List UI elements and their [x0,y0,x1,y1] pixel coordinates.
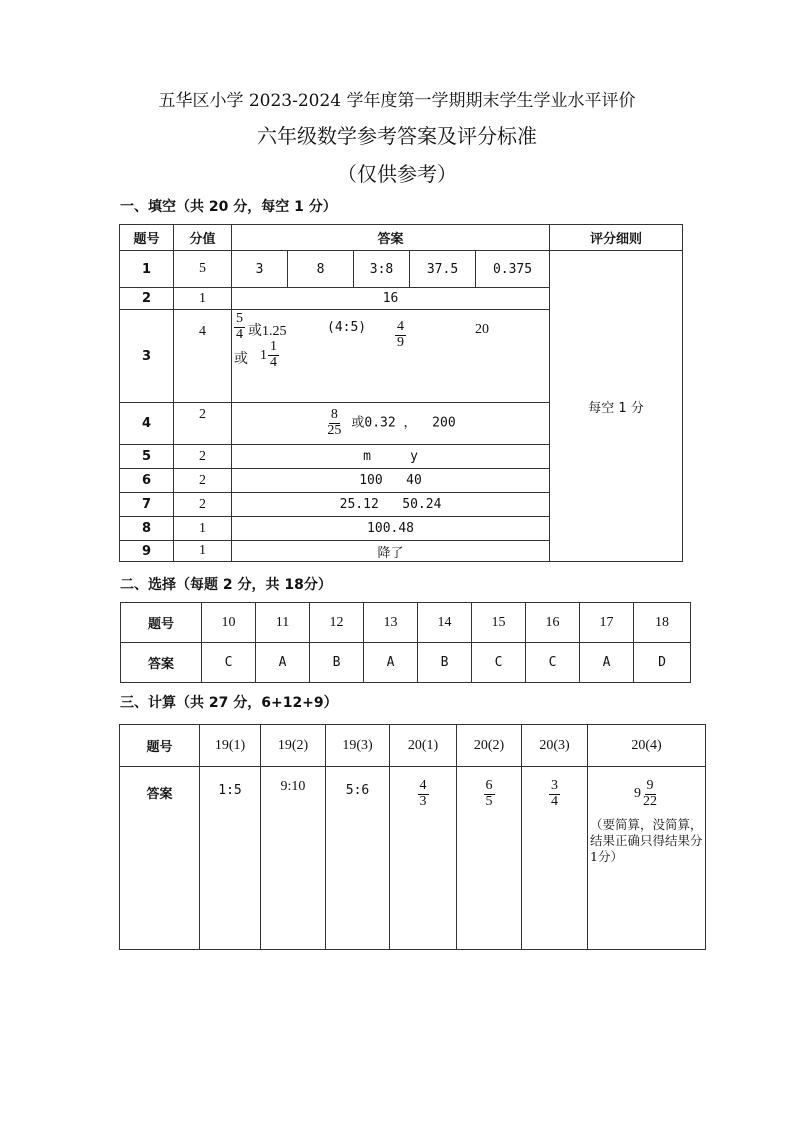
doc-title-line1: 五华区小学 2023-2024 学年度第一学期期末学生学业水平评价 [158,91,636,111]
section1-title: 一、填空（共 20 分，每空 1 分） [120,199,337,215]
answer-cell: C [472,643,526,683]
scoring-note: （要简算，没简算，结果正确只得结果分1分） [590,817,703,865]
question-number: 20(4) [588,725,706,767]
question-number: 14 [418,603,472,643]
denominator: 25 [327,423,342,438]
question-number: 11 [256,603,310,643]
answer-cell [457,767,522,950]
score-value: 1 [174,288,232,310]
question-number: 16 [526,603,580,643]
question-number: 6 [120,469,174,493]
question-number: 19(3) [326,725,390,767]
table-row [121,603,691,643]
numerator: 3 [551,778,558,793]
denominator: 5 [485,793,493,809]
row-label-answer: 答案 [121,643,202,683]
fraction [641,779,659,809]
question-number: 13 [364,603,418,643]
answer-cell: A [256,643,310,683]
score-value: 2 [174,445,232,469]
answer-cell: 3 [232,251,288,288]
fraction [418,779,429,809]
numerator: 4 [419,778,427,793]
score-value: 4 [174,310,232,403]
question-number: 19(2) [261,725,326,767]
score-value: 2 [174,469,232,493]
doc-title-line2: 六年级数学参考答案及评分标准 [257,124,537,148]
answer-text: 20 [475,322,489,337]
answer-cell: 100.48 [232,517,550,541]
fraction [268,340,279,370]
choice-table [120,602,691,683]
denominator: 22 [643,793,657,809]
denominator: 3 [419,793,427,809]
question-number: 10 [202,603,256,643]
denominator: 9 [397,334,404,350]
answer-cell [588,767,706,950]
table-header-row [120,225,683,251]
answer-cell: A [364,643,418,683]
fraction [325,408,343,438]
fill-in-table [119,224,683,562]
question-number: 5 [120,445,174,469]
answer-cell: 降了 [232,541,550,562]
score-value: 5 [174,251,232,288]
fraction [549,779,560,809]
answer-cell: 3:8 [354,251,410,288]
numerator: 9 [646,778,654,793]
answer-cell [390,767,457,950]
answer-cell: 1:5 [200,767,261,950]
table-row [121,643,691,683]
question-number: 8 [120,517,174,541]
numerator: 1 [270,339,277,354]
answer-cell: C [202,643,256,683]
answer-cell: C [526,643,580,683]
answer-text: 或0.32 ， 200 [351,416,456,431]
answer-text: 或1.25 [248,324,287,339]
numerator: 5 [236,311,243,326]
question-number: 9 [120,541,174,562]
answer-cell: 8 [288,251,354,288]
answer-cell: m y [232,445,550,469]
numerator: 8 [330,407,338,423]
fraction [484,779,495,809]
answer-text: 或 [234,352,248,367]
answer-text: (4:5) [327,320,367,335]
question-number: 1 [120,251,174,288]
numerator: 6 [485,778,493,793]
denominator: 4 [236,326,243,342]
numerator: 4 [397,319,404,334]
doc-title-line3: （仅供参考） [337,162,457,186]
col-header-answer: 答案 [232,225,550,251]
mixed-whole: 1 [260,348,267,363]
question-number: 18 [634,603,691,643]
col-header-no: 题号 [120,225,174,251]
answer-cell [232,310,550,403]
table-row [120,251,683,288]
table-row [120,767,706,950]
mixed-whole: 9 [634,786,641,802]
question-number: 12 [310,603,364,643]
answer-cell [522,767,588,950]
fraction [395,320,406,350]
col-header-score: 分值 [174,225,232,251]
answer-cell: B [310,643,364,683]
section3-title: 三、计算（共 27 分，6+12+9） [120,695,338,711]
question-number: 20(2) [457,725,522,767]
score-value: 1 [174,541,232,562]
question-number: 17 [580,603,634,643]
question-number: 20(3) [522,725,588,767]
question-number: 20(1) [390,725,457,767]
question-number: 4 [120,403,174,445]
answer-cell: 0.375 [476,251,550,288]
answer-cell: B [418,643,472,683]
answer-cell: 37.5 [410,251,476,288]
answer-cell: D [634,643,691,683]
question-number: 19(1) [200,725,261,767]
row-label-answer: 答案 [120,767,200,950]
answer-cell: 5:6 [326,767,390,950]
col-header-rule: 评分细则 [550,225,683,251]
fraction [234,312,245,342]
section2-title: 二、选择（每题 2 分，共 18分） [120,577,332,593]
calculation-table [119,724,706,950]
table-row [120,725,706,767]
question-number: 2 [120,288,174,310]
question-number: 7 [120,493,174,517]
score-value: 2 [174,403,232,445]
row-label-no: 题号 [120,725,200,767]
answer-cell: 16 [232,288,550,310]
scoring-rule: 每空 1 分 [550,251,683,562]
denominator: 4 [551,793,558,809]
question-number: 15 [472,603,526,643]
answer-cell: 25.12 50.24 [232,493,550,517]
answer-cell [232,403,550,445]
answer-cell: A [580,643,634,683]
score-value: 2 [174,493,232,517]
denominator: 4 [270,354,277,370]
answer-cell: 100 40 [232,469,550,493]
answer-cell: 9:10 [261,767,326,950]
score-value: 1 [174,517,232,541]
row-label-no: 题号 [121,603,202,643]
question-number: 3 [120,310,174,403]
